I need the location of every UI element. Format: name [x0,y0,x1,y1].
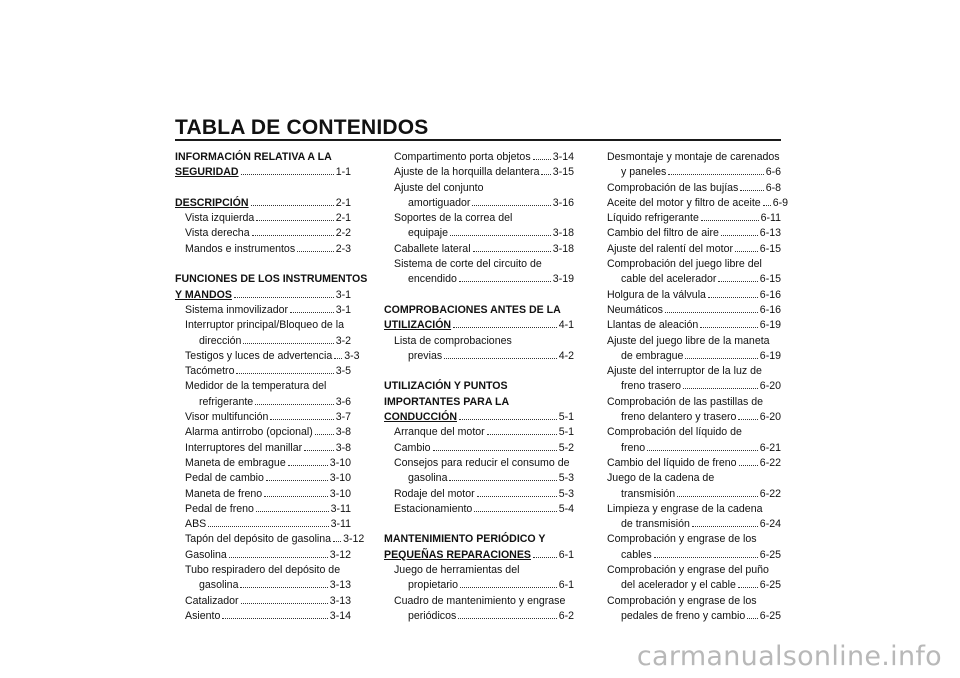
toc-entry-label: Comprobación y engrase de los [607,594,757,607]
toc-entry-label: encendido [408,273,457,286]
dot-leader [738,419,757,420]
dot-leader [739,465,758,466]
toc-entry[interactable] [597,318,781,333]
toc-entry-label: de transmisión [621,518,690,531]
toc-page-number: 3-1 [335,303,351,316]
dot-leader [477,496,557,497]
toc-entry-label: Catalizador [185,594,239,607]
toc-entry-label: Gasolina [185,548,227,561]
toc-entry-label: Holgura de la válvula [607,288,706,301]
toc-entry-label: periódicos [408,609,457,622]
dot-leader [459,281,551,282]
toc-page-number: 6-21 [759,441,781,454]
toc-page-number: 3-18 [552,227,574,240]
toc-entry[interactable] [597,471,781,502]
toc-entry-label: Cuadro de mantenimiento y engrase [394,594,566,607]
toc-entry[interactable] [175,532,365,547]
toc-entry-label: gasolina [199,579,239,592]
dot-leader [266,480,328,481]
toc-entry-label: Neumáticos [607,303,663,316]
dot-leader [533,159,551,160]
toc-entry[interactable] [597,594,781,625]
dot-leader [255,404,334,405]
toc-entry[interactable] [384,257,574,288]
toc-entry[interactable] [175,425,351,440]
toc-entry-label: Vista izquierda [185,212,255,225]
toc-section-title: DESCRIPCIÓN [175,196,249,209]
dot-leader [721,235,758,236]
toc-page-number: 3-12 [329,548,351,561]
toc-page-number: 5-3 [558,472,574,485]
dot-leader [433,450,557,451]
toc-entry-label: Caballete lateral [394,242,471,255]
dot-leader [473,251,551,252]
dot-leader [241,174,334,175]
toc-page-number: 3-10 [329,456,351,469]
toc-entry[interactable] [384,502,574,517]
toc-entry-label: Comprobación de las bujías [607,181,739,194]
toc-entry[interactable] [384,211,574,242]
toc-entry-label: Maneta de embrague [185,456,286,469]
toc-page-number: 6-22 [759,487,781,500]
toc-entry-label: Limpieza y engrase de la cadena [607,502,763,515]
dot-leader [692,526,758,527]
toc-page-number: 6-25 [759,548,781,561]
dot-leader [683,388,758,389]
toc-entry[interactable] [597,211,781,226]
dot-leader [333,541,341,542]
toc-section-title: UTILIZACIÓN Y PUNTOS [384,380,508,393]
toc-page-number: 6-24 [759,518,781,531]
toc-entry-label: freno [621,441,646,454]
toc-entry[interactable] [175,211,351,226]
dot-leader [460,587,557,588]
toc-section-title: MANTENIMIENTO PERIÓDICO Y [384,533,546,546]
toc-entry-label: Estacionamiento [394,502,473,515]
toc-page-number: 6-16 [759,288,781,301]
toc-entry[interactable] [384,594,574,625]
toc-entry-label: amortiguador [408,196,471,209]
toc-entry-label: Ajuste del conjunto [394,181,484,194]
toc-entry-label: Cambio del líquido de freno [607,456,737,469]
toc-page-number: 3-5 [335,365,351,378]
dot-leader [685,358,757,359]
toc-entry-label: Sistema inmovilizador [185,303,289,316]
page-title: TABLA DE CONTENIDOS [175,116,429,139]
toc-page-number: 6-15 [759,242,781,255]
dot-leader [458,618,556,619]
toc-entry-label: Llantas de aleación [607,319,699,332]
toc-entry[interactable] [175,441,351,456]
toc-page-number: 3-3 [344,349,360,362]
toc-entry[interactable] [597,150,781,181]
toc-entry-label: Ajuste del ralentí del motor [607,242,734,255]
dot-leader [654,557,758,558]
toc-page-number: 6-2 [558,609,574,622]
toc-entry-label: freno trasero [621,380,682,393]
dot-leader [665,312,758,313]
toc-entry-label: Asiento [185,609,221,622]
toc-entry[interactable] [175,379,351,410]
toc-section-title: IMPORTANTES PARA LA [384,395,510,408]
toc-entry-label: Consejos para reducir el consumo de [394,456,570,469]
toc-entry-label: Comprobación de las pastillas de [607,395,764,408]
dot-leader [334,358,342,359]
toc-page-number: 3-19 [552,273,574,286]
toc-page-number: 6-8 [765,181,781,194]
toc-entry-label: Maneta de freno [185,487,263,500]
toc-entry-label: dirección [199,334,242,347]
dot-leader [763,205,771,206]
title-rule [175,139,781,141]
toc-page-number: 3-8 [335,426,351,439]
dot-leader [252,235,334,236]
toc-entry-label: Rodaje del motor [394,487,475,500]
dot-leader [450,235,551,236]
toc-entry[interactable] [384,563,574,594]
toc-entry[interactable] [597,242,781,257]
dot-leader [474,511,556,512]
toc-page-number: 2-2 [335,227,351,240]
toc-entry[interactable] [597,334,781,365]
toc-entry[interactable] [175,410,351,425]
toc-page-number: 6-25 [759,579,781,592]
watermark: carmanualsonline.info [636,641,942,672]
dot-leader [700,327,758,328]
toc-entry-label: equipaje [408,227,449,240]
toc-entry-label: gasolina [408,472,448,485]
toc-entry-label: Comprobación del juego libre del [607,258,762,271]
toc-entry-label: Testigos y luces de advertencia [185,349,333,362]
toc-entry-label: del acelerador y el cable [621,579,736,592]
dot-leader [240,587,327,588]
toc-page-number: 3-2 [335,334,351,347]
toc-entry-label: previas [408,349,443,362]
toc-entry-label: Tapón del depósito de gasolina [185,533,332,546]
toc-entry[interactable] [175,471,351,486]
dot-leader [241,603,328,604]
toc-entry[interactable] [384,441,574,456]
toc-page-number: 3-11 [330,502,351,515]
toc-entry-label: freno delantero y trasero [621,411,737,424]
toc-entry[interactable] [175,548,351,563]
toc-entry-label: Desmontaje y montaje de carenados [607,151,780,163]
toc-entry-label: Arranque del motor [394,426,485,439]
toc-page-number: 6-16 [759,303,781,316]
toc-entry[interactable] [384,487,574,502]
dot-leader [256,220,333,221]
dot-leader [236,373,333,374]
toc-page-number: 5-1 [558,426,574,439]
toc-entry-label: Comprobación y engrase de los [607,533,757,546]
dot-leader [533,557,557,558]
toc-page-number: 4-2 [558,349,574,362]
toc-section-title: INFORMACIÓN RELATIVA A LA [175,151,332,163]
toc-section-title: PEQUEÑAS REPARACIONES [384,548,531,561]
toc-section-entry[interactable] [384,532,574,563]
toc-entry[interactable] [175,502,351,517]
toc-entry-label: ABS [185,518,207,531]
toc-entry[interactable] [384,181,574,212]
toc-section-entry[interactable] [384,379,574,425]
toc-entry[interactable] [384,334,574,365]
toc-entry[interactable] [597,395,781,426]
toc-entry-label: transmisión [621,487,676,500]
toc-entry-label: cable del acelerador [621,273,717,286]
toc-entry[interactable] [175,456,351,471]
toc-entry[interactable] [597,364,781,395]
toc-entry-label: Medidor de la temperatura del [185,380,327,393]
toc-section-title: UTILIZACIÓN [384,319,452,332]
toc-page-number: 5-3 [558,487,574,500]
toc-entry[interactable] [175,318,351,349]
dot-leader [270,419,333,420]
toc-entry-label: y paneles [621,166,667,179]
toc-section-title: SEGURIDAD [175,166,239,179]
toc-entry-label: Alarma antirrobo (opcional) [185,426,313,439]
dot-leader [264,496,328,497]
dot-leader [738,587,758,588]
dot-leader [256,511,329,512]
toc-column-2 [384,150,574,624]
dot-leader [740,190,763,191]
dot-leader [315,434,334,435]
dot-leader [297,251,334,252]
dot-leader [234,297,334,298]
dot-leader [735,251,758,252]
toc-entry-label: Pedal de cambio [185,472,264,485]
toc-page-number: 6-13 [759,227,781,240]
toc-entry-label: Juego de herramientas del [394,564,520,577]
toc-page-number: 3-12 [343,533,365,546]
toc-page-number: 6-19 [759,349,781,362]
toc-entry[interactable] [597,257,781,288]
dot-leader [487,434,557,435]
toc-entry-label: Tacómetro [185,365,235,378]
toc-entry[interactable] [175,226,351,241]
toc-page-number: 6-1 [558,579,574,592]
toc-page-number: 6-9 [772,196,788,209]
toc-page-number: 3-14 [552,151,574,163]
dot-leader [708,297,758,298]
toc-page-number: 3-7 [335,411,351,424]
toc-section-entry[interactable] [384,303,574,334]
toc-page-number: 5-2 [558,441,574,454]
toc-page-number: 6-19 [759,319,781,332]
toc-entry-label: Interruptores del manillar [185,441,303,454]
dot-leader [718,281,757,282]
toc-entry[interactable] [597,456,781,471]
toc-entry-label: Sistema de corte del circuito de [394,258,542,271]
toc-page-number: 2-1 [335,196,351,209]
toc-page-number: 3-11 [330,518,351,531]
toc-page-number: 3-14 [329,609,351,622]
toc-page-number: 1-1 [335,166,351,179]
toc-page-number: 6-15 [759,273,781,286]
toc-entry-label: Líquido refrigerante [607,212,699,225]
dot-leader [444,358,557,359]
toc-page-number: 3-6 [335,395,351,408]
toc-entry[interactable] [597,288,781,303]
toc-entry[interactable] [384,150,574,165]
toc-entry[interactable] [175,609,351,624]
toc-page-number: 3-8 [335,441,351,454]
toc-page-number: 6-1 [558,548,574,561]
toc-page-number: 6-20 [759,380,781,393]
toc-entry-label: Compartimento porta objetos [394,151,531,163]
toc-page-number: 6-6 [765,166,781,179]
toc-entry-label: pedales de freno y cambio [621,609,746,622]
toc-page-number: 3-1 [335,288,351,301]
toc-page-number: 3-10 [329,472,351,485]
dot-leader [747,618,758,619]
toc-page-number: 3-13 [329,594,351,607]
toc-entry-label: Cambio [394,441,431,454]
toc-entry[interactable] [597,502,781,533]
toc-entry-label: Mandos e instrumentos [185,242,296,255]
toc-entry[interactable] [597,181,781,196]
toc-page-number: 3-13 [329,579,351,592]
dot-leader [647,450,758,451]
dot-leader [668,174,763,175]
toc-page-number: 5-4 [558,502,574,515]
dot-leader [304,450,334,451]
dot-leader [251,205,334,206]
toc-entry[interactable] [384,456,574,487]
toc-entry-label: refrigerante [199,395,254,408]
toc-entry[interactable] [175,563,351,594]
toc-entry-label: Ajuste de la horquilla delantera [394,166,540,179]
toc-entry[interactable] [384,165,574,180]
toc-entry-label: Pedal de freno [185,502,254,515]
dot-leader [459,419,557,420]
toc-section-entry[interactable] [175,150,351,181]
toc-entry[interactable] [597,425,781,456]
toc-entry[interactable] [175,517,351,532]
dot-leader [701,220,759,221]
toc-column-1 [175,150,368,624]
toc-section-title: Y MANDOS [175,288,232,301]
dot-leader [677,496,758,497]
toc-entry[interactable] [384,425,574,440]
toc-entry[interactable] [597,196,788,211]
toc-entry[interactable] [384,242,574,257]
toc-entry-label: Lista de comprobaciones [394,334,512,347]
toc-page-number: 6-25 [759,609,781,622]
dot-leader [472,205,550,206]
toc-section-entry[interactable] [175,196,351,211]
toc-page-number: 3-10 [329,487,351,500]
toc-column-3 [597,150,788,624]
toc-entry-label: Comprobación y engrase del puño [607,564,769,577]
toc-entry-label: Tubo respiradero del depósito de [185,564,341,577]
dot-leader [290,312,334,313]
toc-section-entry[interactable] [175,272,368,303]
toc-entry-label: propietario [408,579,459,592]
dot-leader [288,465,328,466]
toc-page-number: 3-18 [552,242,574,255]
toc-page-number: 2-1 [335,212,351,225]
toc-section-title: CONDUCCIÓN [384,411,457,424]
toc-page-number: 6-22 [759,456,781,469]
dot-leader [243,343,333,344]
toc-entry-label: Aceite del motor y filtro de aceite [607,196,761,209]
dot-leader [541,174,550,175]
toc-entry-label: Ajuste del interruptor de la luz de [607,365,762,378]
toc-entry-label: de embrague [621,349,684,362]
toc-entry[interactable] [175,303,351,318]
toc-entry-label: Visor multifunción [185,411,269,424]
toc-page-number: 3-16 [552,196,574,209]
toc-entry-label: Soportes de la correa del [394,212,513,225]
toc-entry-label: Comprobación del líquido de [607,426,742,439]
toc-entry[interactable] [597,303,781,318]
toc-section-title: COMPROBACIONES ANTES DE LA [384,303,561,316]
dot-leader [222,618,327,619]
toc-entry[interactable] [175,242,351,257]
toc-page-number: 5-1 [558,411,574,424]
toc-entry[interactable] [175,594,351,609]
toc-entry-label: cables [621,548,652,561]
toc-entry-label: Ajuste del juego libre de la maneta [607,334,770,347]
toc-entry[interactable] [175,349,360,364]
toc-page-number: 2-3 [335,242,351,255]
toc-page-number: 4-1 [558,319,574,332]
toc-entry-label: Cambio del filtro de aire [607,227,719,240]
toc-page-number: 6-20 [759,411,781,424]
dot-leader [449,480,556,481]
toc-entry[interactable] [597,226,781,241]
toc-entry-label: Interruptor principal/Bloqueo de la [185,319,345,332]
toc-section-title: FUNCIONES DE LOS INSTRUMENTOS [175,273,368,286]
toc-entry[interactable] [597,532,781,563]
toc-entry-label: Vista derecha [185,227,250,240]
toc-page-number: 6-11 [760,212,781,225]
dot-leader [229,557,328,558]
dot-leader [208,526,328,527]
toc-entry[interactable] [175,364,351,379]
toc-entry-label: Juego de la cadena de [607,472,715,485]
toc-entry[interactable] [597,563,781,594]
dot-leader [453,327,557,328]
toc-page-number: 3-15 [552,166,574,179]
toc-entry[interactable] [175,487,351,502]
